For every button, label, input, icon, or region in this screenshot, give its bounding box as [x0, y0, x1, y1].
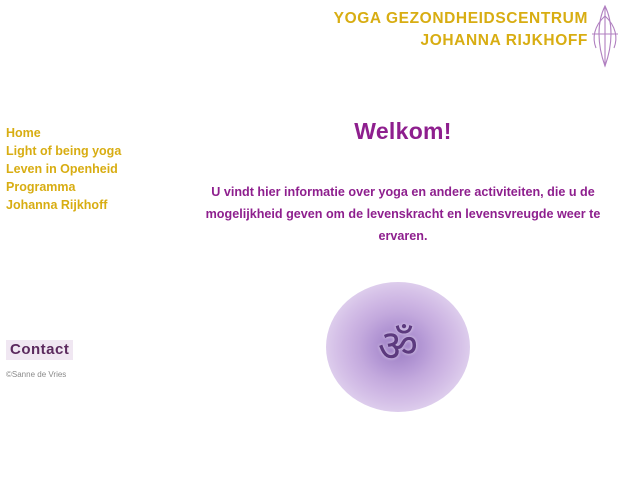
- om-icon: ॐ: [377, 321, 419, 372]
- sidebar-item-programma[interactable]: Programma: [6, 180, 76, 194]
- contact-block: [6, 340, 206, 380]
- contact-link[interactable]: Contact: [6, 340, 73, 360]
- sidebar-nav: [6, 124, 186, 214]
- intro-paragraph: U vindt hier informatie over yoga en andere activiteiten, die u de mogelijkheid geven om de levenskracht en levensvreugde weer te ervaren.: [205, 185, 601, 243]
- om-symbol-mandala-image: [326, 282, 470, 412]
- site-title-block: [334, 8, 588, 52]
- sidebar-item-light-of-being-yoga[interactable]: Light of being yoga: [6, 144, 122, 158]
- site-header: [0, 0, 640, 88]
- sidebar-item-home[interactable]: Home: [6, 126, 41, 140]
- sidebar-item-johanna-rijkhoff[interactable]: Johanna Rijkhoff: [6, 198, 108, 212]
- lotus-flourish-icon: [588, 4, 622, 68]
- copyright-notice: ©Sanne de Vries: [6, 370, 67, 379]
- main-content: [180, 118, 626, 247]
- site-title-line2: JOHANNA RIJKHOFF: [420, 32, 588, 49]
- page-title: Welkom!: [354, 118, 452, 144]
- sidebar-item-leven-in-openheid[interactable]: Leven in Openheid: [6, 162, 118, 176]
- site-title-line1: YOGA GEZONDHEIDSCENTRUM: [333, 10, 588, 27]
